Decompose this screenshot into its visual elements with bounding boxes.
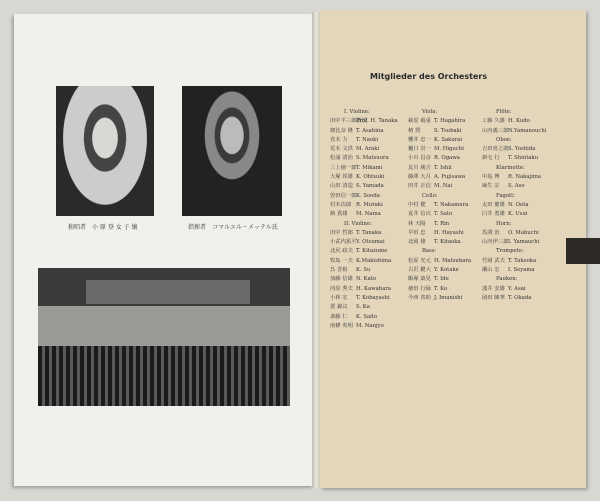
member-row — [482, 257, 577, 266]
member-name-japanese: 淺井 安雄 — [482, 285, 505, 292]
member-name-japanese: 直木 力 — [330, 136, 348, 143]
section-heading: Pauken: — [496, 276, 518, 283]
member-name-latin: K. Su — [356, 267, 371, 274]
member-name-latin: S. Ka — [356, 304, 370, 311]
member-row — [330, 313, 430, 322]
orchestra-players — [38, 346, 290, 406]
member-row — [330, 322, 430, 331]
section-heading: I. Violine: — [344, 109, 370, 115]
member-name-latin: J. Imanishi — [434, 294, 463, 301]
member-name-japanese: 馬渕 治 — [482, 229, 500, 236]
member-name-japanese: 曽田信一郎 — [330, 192, 357, 199]
member-name-japanese: 山田 清造 — [330, 183, 353, 190]
member-name-latin: T. Tanaka — [356, 229, 382, 236]
member-name-japanese: 河原 秀夫 — [330, 285, 353, 292]
member-name-japanese: 小川 昌彦 — [408, 155, 431, 162]
member-row — [482, 145, 577, 154]
member-name-latin: T. Kitazume — [356, 248, 388, 255]
member-name-japanese: 小林 宏 — [330, 294, 348, 301]
member-name-latin: H. Kudo — [508, 118, 530, 125]
member-name-latin: K.Makishima — [356, 257, 392, 264]
member-name-latin: K. Sakurai — [434, 136, 463, 143]
member-name-latin: N. Kato — [356, 276, 377, 283]
member-name-latin: T. Takeoka — [508, 257, 537, 264]
member-name-latin: T. Ishii — [434, 164, 452, 171]
member-name-japanese: 友川 廣吉 — [408, 164, 431, 171]
member-name-japanese: 夏井 信次 — [408, 211, 431, 218]
conductor-name: コマルエル・メッテル氏 — [212, 224, 278, 231]
member-name-japanese: 納 貴雄 — [330, 211, 348, 218]
member-name-japanese: 田中平三郎教授 — [330, 118, 368, 125]
member-name-latin: S. Yoshida — [508, 146, 536, 153]
member-name-latin: O. Mabuchi — [508, 229, 539, 236]
member-name-japanese: 竹岡 武夫 — [482, 257, 505, 264]
member-name-japanese: 萩原 碩重 — [408, 118, 431, 125]
member-row — [482, 238, 577, 247]
section-heading: Flöte: — [496, 109, 512, 115]
member-name-latin: R. Nakajima — [508, 174, 542, 181]
member-name-japanese: 松原 光元 — [408, 257, 431, 264]
member-name-latin: S. Aso — [508, 183, 525, 190]
member-name-japanese: 藤澤 大月 — [408, 174, 431, 181]
member-name-japanese: 朝比奈 隆 — [330, 127, 353, 134]
member-name-japanese: 麻生 宗 — [482, 183, 500, 190]
member-name-latin: T. Rin — [434, 220, 450, 227]
member-name-latin: T. Kobayashi — [356, 294, 390, 301]
section-heading: Viola: — [422, 109, 438, 115]
member-name-japanese: 新宅 行 — [482, 155, 500, 162]
member-row — [330, 303, 430, 312]
section-heading: Fagott: — [496, 192, 516, 199]
section-heading: Bass: — [422, 248, 437, 255]
member-name-latin: N. Oota — [508, 201, 529, 208]
member-name-latin: A. Fujisawa — [434, 174, 466, 181]
member-name-latin: T. Ide — [434, 276, 449, 283]
member-name-japanese: 吉田喜之助 — [482, 146, 509, 153]
member-name-japanese: 北尻 政夫 — [330, 248, 353, 255]
member-name-latin: N.Yamanouchi — [508, 127, 547, 134]
section-heading: II. Violine: — [344, 220, 372, 227]
member-name-japanese: 今西 善助 — [408, 294, 431, 301]
member-name-japanese: 斎藤 仁 — [330, 313, 348, 320]
member-name-latin: I. Seyama — [508, 267, 535, 274]
member-row — [482, 173, 577, 182]
member-name-latin: K. Saito — [356, 313, 378, 320]
conductor-portrait-photo — [182, 86, 282, 216]
member-row — [482, 285, 577, 294]
member-name-japanese: 南條 英明 — [330, 322, 353, 329]
member-name-japanese: 松浦 清治 — [330, 155, 353, 162]
member-name-latin: T. Ko — [434, 285, 448, 292]
member-name-japanese: 田中 哲郎 — [330, 229, 353, 236]
singer-name: 小 原 登 女 子 嬢 — [92, 224, 138, 231]
singer-role: 独唱者 — [68, 224, 87, 231]
member-name-latin: T. Nakamura — [434, 201, 469, 208]
member-name-latin: H. Kawahara — [356, 285, 392, 292]
member-name-latin: T. Naoki — [356, 136, 379, 143]
member-name-japanese: 北岡 雄 — [408, 239, 426, 246]
member-name-japanese: 太田 慶雄 — [482, 201, 505, 208]
member-name-japanese: 大塚 邦雄 — [330, 174, 353, 181]
member-name-japanese: 徳田 行倫 — [408, 285, 431, 292]
orchestra-stage-photo — [38, 268, 290, 406]
conductor-role: 指揮者 — [188, 224, 207, 231]
member-name-japanese: 牧島 一夫 — [330, 257, 353, 264]
member-name-latin: H. Matsubara — [434, 257, 472, 264]
member-name-latin: Prof. H. Tanaka — [356, 118, 398, 125]
roster-column-3 — [482, 108, 577, 303]
member-name-japanese: 村木次郎 — [330, 201, 352, 208]
member-name-japanese: 三上徳一郎 — [330, 164, 357, 171]
member-name-latin: K. Sooda — [356, 192, 380, 199]
member-name-latin: T. Kitaoka — [434, 239, 461, 246]
member-name-japanese: 椿 奨 — [408, 127, 421, 134]
member-name-japanese: 山内義三郎 — [482, 127, 509, 134]
member-row — [482, 210, 577, 219]
member-name-latin: M. Nama — [356, 211, 381, 218]
member-name-latin: Y. Asai — [508, 285, 526, 292]
section-heading: Trompete: — [496, 248, 524, 255]
member-name-japanese: 工藤 久雄 — [482, 118, 505, 125]
member-name-latin: M. Araki — [356, 146, 380, 153]
member-name-japanese: 小武内篤平 — [330, 239, 357, 246]
member-row — [482, 154, 577, 163]
member-name-latin: I. Yamauchi — [508, 239, 540, 246]
member-name-latin: S. Yamada — [356, 183, 384, 190]
member-name-japanese: 臼井 勇雄 — [482, 211, 505, 218]
member-row — [482, 294, 577, 303]
roster-title: Mitglieder des Orchesters — [370, 72, 488, 81]
bookmark-tab — [566, 238, 600, 264]
member-name-japanese: 呉 晋相 — [330, 267, 348, 274]
member-name-japanese: 山内伊三郎 — [482, 239, 509, 246]
member-name-latin: M. Nanjyo — [356, 322, 384, 329]
member-name-latin: T. Okada — [508, 294, 532, 301]
singer-caption — [68, 222, 138, 231]
singer-portrait-photo — [56, 86, 154, 216]
section-heading: Cello: — [422, 192, 438, 199]
member-name-japanese: 荒木 文洪 — [330, 146, 353, 153]
member-name-japanese: 飯塚 築見 — [408, 276, 431, 283]
member-name-japanese: 林 天陽 — [408, 220, 426, 227]
member-name-latin: T. Mikami — [356, 164, 383, 171]
section-heading: Oboe: — [496, 136, 512, 143]
member-name-latin: M. Higuchi — [434, 146, 464, 153]
member-name-latin: T. Shintaku — [508, 155, 539, 162]
member-name-latin: H. Hayashi — [434, 229, 464, 236]
member-name-japanese: 賈 錦汶 — [330, 304, 348, 311]
member-name-japanese: 加藤 信雄 — [330, 276, 353, 283]
member-name-japanese: 早田 忠 — [408, 229, 426, 236]
member-name-latin: T. Sato — [434, 211, 453, 218]
conductor-caption — [188, 222, 278, 231]
member-row — [482, 229, 577, 238]
member-name-latin: T. Asahina — [356, 127, 384, 134]
member-name-latin: Y. Otsumai — [356, 239, 385, 246]
member-name-latin: K. Usui — [508, 211, 528, 218]
stage-curtain — [86, 280, 250, 304]
member-name-latin: R. Muraki — [356, 201, 383, 208]
left-page — [14, 14, 314, 486]
member-row — [482, 182, 577, 191]
member-name-japanese: 櫻井 忠一 — [408, 136, 431, 143]
section-heading: Horn: — [496, 220, 512, 227]
member-name-latin: M. Nai — [434, 183, 453, 190]
member-name-japanese: 古沢 鍵大 — [408, 267, 431, 274]
member-name-latin: S. Tsubaki — [434, 127, 462, 134]
member-row — [482, 201, 577, 210]
section-heading: Klarinette: — [496, 164, 525, 171]
member-name-japanese: 岡田 陳華 — [482, 294, 505, 301]
member-row — [482, 117, 577, 126]
member-name-latin: T. Hagahira — [434, 118, 466, 125]
member-row — [482, 266, 577, 275]
member-name-japanese: 樋口 崇一 — [408, 146, 431, 153]
member-name-japanese: 中村 健 — [408, 201, 426, 208]
member-name-japanese: 瀬山 宏 — [482, 267, 500, 274]
member-name-latin: K. Ohtsuki — [356, 174, 385, 181]
member-name-latin: S. Matsuura — [356, 155, 389, 162]
member-name-japanese: 中島 博 — [482, 174, 500, 181]
member-name-latin: Y. Kotake — [434, 267, 459, 274]
member-name-latin: R. Ogawa — [434, 155, 460, 162]
stage-wall — [38, 306, 290, 346]
member-name-japanese: 田井 正信 — [408, 183, 431, 190]
member-row — [482, 127, 577, 136]
